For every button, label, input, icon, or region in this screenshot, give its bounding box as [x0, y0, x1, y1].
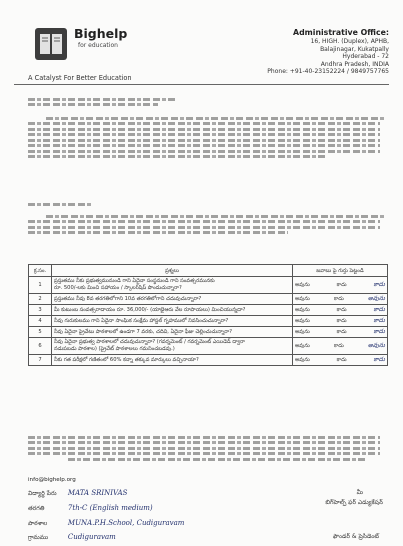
student-name-value: MATA SRINIVAS — [67, 489, 128, 497]
answer-cell — [293, 316, 388, 327]
answer-no-option[interactable]: కాదు — [333, 296, 344, 302]
office-line: 16, HIGH. (Duplex), APHB, — [310, 38, 389, 45]
row-number: 1 — [29, 277, 52, 294]
row-number: 4 — [29, 316, 52, 327]
questionnaire-table — [28, 264, 388, 366]
answer-yes-option[interactable]: అవును — [295, 307, 310, 313]
answer-no-option[interactable]: కాదు — [336, 357, 347, 363]
answer-cell — [293, 277, 388, 294]
intro-paragraph — [28, 114, 380, 161]
question-text: నీవు గురుకులము గాని ఏదైనా సాంఘిక సంక్షేమ హాస్టల్ గృహములో నివసించుచున్నారా? — [54, 317, 229, 324]
table-row — [29, 338, 388, 355]
office-line: Andhra Pradesh, INDIA — [320, 60, 389, 68]
signature-line-2: బిగ్‌హెల్ప్‌ ఫర్ ఎడ్యుకేషన్ — [325, 499, 383, 506]
brand-name: Bighelp — [74, 26, 128, 41]
footer-note — [28, 433, 380, 463]
student-name-label: విద్యార్థి పేరు — [28, 490, 57, 497]
row-number: 5 — [29, 327, 52, 338]
question-text: నీవు ఏదైనా ప్రైవేటు పాఠశాలలో ఉండగా 7 వరకు, చదివి, ఏదైనా ఫీజు చెల్లించుచున్నారా? — [54, 328, 233, 335]
bighelp-logo-icon — [33, 26, 69, 62]
class-value: 7th-C (English medium) — [67, 504, 153, 512]
row-number: 3 — [29, 305, 52, 316]
answer-yes-option[interactable]: అవును — [295, 329, 310, 335]
instructions-heading — [28, 200, 380, 208]
answer-yes-option[interactable]: అవును — [295, 318, 310, 324]
school-label: పాఠశాల — [28, 520, 48, 527]
office-line: Balajinagar, Kukatpally — [320, 45, 389, 53]
table-row — [29, 294, 388, 305]
col-header-questions: ప్రశ్నలు — [52, 265, 293, 277]
contact-email: info@bighelp.org — [28, 477, 76, 483]
table-row — [29, 305, 388, 316]
answer-no-option[interactable]: కాదు — [333, 343, 344, 349]
question-text-cont: రూ. 500/-లకు మించి సహాయం / స్కాలర్‌షిప్‌ పొందుచున్నారా? — [54, 285, 182, 291]
class-label: తరగతి — [28, 505, 45, 512]
answer-yes-option[interactable]: అవును — [295, 343, 310, 349]
tagline: A Catalyst For Better Education — [28, 74, 132, 82]
class-row — [28, 504, 153, 513]
brand-subtitle: for education — [78, 42, 118, 49]
table-row — [29, 277, 388, 294]
salutation-block — [28, 95, 380, 109]
question-text: నీవు ఏదైనా ప్రభుత్వ పాఠశాలలో చదువుచున్నారా? (గవర్నమెంట్ / గవర్నమెంట్ ఎయిడెడ్ ద్వారా — [54, 339, 246, 345]
office-address — [219, 28, 389, 76]
answer-cell — [293, 355, 388, 366]
col-header-no: క్ర.సం. — [29, 265, 52, 277]
question-text: మీ కుటుంబ సంవత్సరాదాయం రూ. 36,000/- (యాభైఆరు వేల రూపాయలు) మించియున్నదా? — [54, 306, 246, 313]
answer-yes-option[interactable]: అవును — [295, 282, 310, 288]
answer-yes-option[interactable]: అవును — [295, 357, 310, 363]
row-number: 6 — [29, 338, 52, 355]
question-cell — [52, 294, 293, 305]
answer-cell — [293, 327, 388, 338]
school-row — [28, 519, 184, 528]
header-divider — [14, 84, 389, 85]
row-number: 2 — [29, 294, 52, 305]
answer-no-option[interactable]: కాదు — [336, 318, 347, 324]
village-label: గ్రామము — [28, 534, 49, 541]
office-line: Hyderabad - 72 — [342, 53, 389, 61]
col-header-answer: జవాబు పై గుర్తు పెట్టండి — [293, 265, 388, 277]
handwritten-answer: కాదు — [373, 306, 385, 313]
handwritten-answer: కాదు — [373, 317, 385, 324]
student-name-row — [28, 489, 127, 498]
signature-line-3: ఫౌండర్ & ప్రెసిడెంట్ — [332, 533, 379, 540]
table-row — [29, 316, 388, 327]
question-text: ప్రస్తుతము నీవు 8వ తరగతిలోగాని 10వ తరగతిలోగాని చదువుచున్నారా? — [54, 295, 202, 302]
question-text: నీకు గత పరీక్షలో గణితంలో 60% కన్నా తక్కువ మార్కులు వచ్చినాయా? — [54, 356, 199, 363]
answer-no-option[interactable]: కాదు — [336, 329, 347, 335]
village-value: Cudiguravam — [67, 533, 116, 541]
answer-cell — [293, 305, 388, 316]
instructions-paragraph — [28, 212, 380, 237]
question-text: ప్రస్తుతము నీకు ప్రభుత్వమునుండి గాని ఏదైనా సంస్థనుండి గాని సంవత్సరమునకు — [54, 278, 215, 284]
village-row — [28, 533, 116, 542]
question-text-cont: నడుపబడు పాఠశాల) (ప్రైవేట్ పాఠశాలలు గమనించబడవు.) — [54, 346, 175, 352]
handwritten-answer: కాదు — [373, 328, 385, 335]
office-phone: Phone: +91-40-23152224 / 9849757765 — [267, 68, 389, 76]
answer-no-option[interactable]: కాదు — [336, 307, 347, 313]
question-cell — [52, 305, 293, 316]
signature-line-1: మీ — [356, 489, 363, 496]
question-cell — [52, 316, 293, 327]
question-cell — [52, 355, 293, 366]
question-cell — [52, 327, 293, 338]
handwritten-answer: కాదు — [373, 281, 385, 288]
table-row — [29, 327, 388, 338]
question-cell — [52, 277, 293, 294]
handwritten-answer: అవును — [367, 342, 385, 349]
school-value: MUNA.P.H.School, Cudiguravam — [67, 519, 185, 527]
question-cell — [52, 338, 293, 355]
answer-no-option[interactable]: కాదు — [336, 282, 347, 288]
table-header-row — [29, 265, 388, 277]
office-title: Administrative Office: — [293, 28, 389, 37]
handwritten-answer: కాదు — [373, 356, 385, 363]
handwritten-answer: అవును — [367, 295, 385, 302]
row-number: 7 — [29, 355, 52, 366]
answer-yes-option[interactable]: అవును — [295, 296, 310, 302]
answer-cell — [293, 338, 388, 355]
table-row — [29, 355, 388, 366]
answer-cell — [293, 294, 388, 305]
